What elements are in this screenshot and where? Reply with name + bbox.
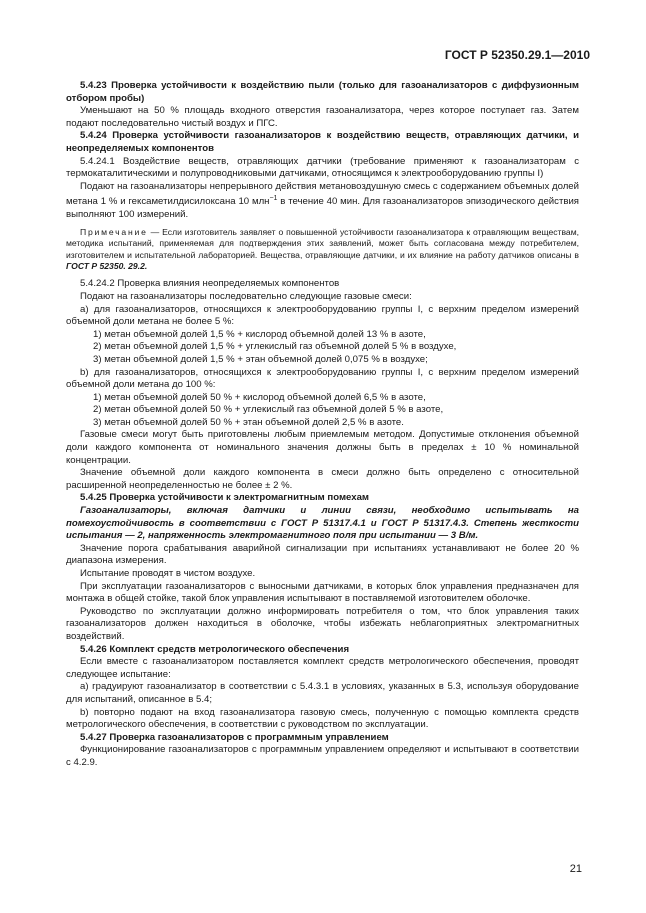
section-heading-5-4-24: 5.4.24 Проверка устойчивости газоанализаторов к воздействию веществ, отравляющих датчики, и неопределяемых компонентов <box>66 130 579 154</box>
section-heading-5-4-26: 5.4.26 Комплект средств метрологического обеспечения <box>80 643 350 655</box>
list-item: 1) метан объемной долей 50 % + кислород объемной долей 6,5 % в азоте, <box>93 391 426 403</box>
list-item: 1) метан объемной долей 1,5 % + кислород объемной долей 13 % в азоте, <box>93 328 426 340</box>
document-body <box>66 80 579 770</box>
list-item: 2) метан объемной долей 1,5 % + углекислый газ объемной долей 5 % в воздухе, <box>93 341 457 353</box>
superscript: −1 <box>269 195 278 203</box>
note-reference: ГОСТ Р 52350. 29.2. <box>66 260 148 271</box>
note-label: Примечание <box>80 226 148 237</box>
page-number: 21 <box>569 863 582 875</box>
paragraph: Уменьшают на 50 % площадь входного отверстия газоанализатора, через которое поступает газ. Затем подают последовательно чистый воздух и ПГС. <box>66 105 579 129</box>
document-header: ГОСТ Р 52350.29.1—2010 <box>444 48 590 62</box>
paragraph: 5.4.24.1 Воздействие веществ, отравляющих датчики (требование применяют к газоанализаторам с термокаталитическими и полупроводниковыми датчиками, относящимся к электрооборудованию группы I) <box>66 155 579 180</box>
list-item: 2) метан объемной долей 50 % + углекислый газ объемной долей 5 % в азоте, <box>93 404 444 416</box>
paragraph: Испытание проводят в чистом воздухе. <box>80 568 256 579</box>
paragraph <box>66 181 579 222</box>
list-intro: b) для газоанализаторов, относящихся к электрооборудованию группы I, с верхним пределом измерений объемной доли метана до 100 %: <box>66 366 579 391</box>
list-item: b) повторно подают на вход газоанализатора газовую смесь, полученную с помощью комплекта средств метрологического обеспечения, в соответствии с руководством по эксплуатации. <box>66 706 579 731</box>
paragraph: Функционирование газоанализаторов с программным управлением определяют и испытывают в соответствии с 4.2.9. <box>66 744 579 768</box>
paragraph: Значение порога срабатывания аварийной сигнализации при испытаниях устанавливают не более 20 % диапазона измерения. <box>66 542 579 567</box>
paragraph: Если вместе с газоанализатором поставляется комплект средств метрологического обеспечения, проводят следующее испытание: <box>66 656 579 680</box>
section-heading-5-4-25: 5.4.25 Проверка устойчивости к электромагнитным помехам <box>80 492 370 504</box>
list-intro: а) для газоанализаторов, относящихся к электрооборудованию группы I, с верхним пределом измерений объемной доли метана не более 5 %: <box>66 303 579 328</box>
paragraph: Значение объемной доли каждого компонента в смеси должно быть определено с относительной расширенной неопределенностью не более ± 2 %. <box>66 467 579 491</box>
list-item: 3) метан объемной долей 1,5 % + этан объемной долей 0,075 % в воздухе; <box>93 353 428 365</box>
paragraph-text: в течение 40 мин. Для газоанализаторов эпизодического действия выполняют 100 измерений. <box>66 196 580 221</box>
paragraph: Руководство по эксплуатации должно информировать потребителя о том, что блок управления таких газоанализаторов должен находиться в оболочке, чтобы избежать неблагоприятных электромагнитных воздействий. <box>66 605 579 642</box>
paragraph: Подают на газоанализаторы последовательно следующие газовые смеси: <box>80 290 412 302</box>
note-text: — Если изготовитель заявляет о повышенной устойчивости газоанализатора к отравляющим веществам, методика испытаний, применяемая для подтверждения этих заявлений, может быть согласована между потребителем, изготовителем и испытательной лабораторией. Вещества, отравляющие датчики, и их влияние на работу датчиков описаны в <box>66 226 579 260</box>
note <box>66 227 579 273</box>
section-heading-5-4-23: 5.4.23 Проверка устойчивости к воздействию пыли (только для газоанализаторов с диффузионным отбором пробы) <box>66 80 579 104</box>
paragraph: При эксплуатации газоанализаторов с выносными датчиками, в которых блок управления предназначен для монтажа в общей стойке, такой блок управления испытывают в поставляемой изготовителем оболочке. <box>66 580 579 605</box>
list-item: а) градуируют газоанализатор в соответствии с 5.4.3.1 в условиях, указанных в 5.3, используя оборудование для испытаний, описанное в 5.4; <box>66 681 579 705</box>
emphasized-requirement: Газоанализаторы, включая датчики и линии связи, необходимо испытывать на помехоустойчивость в соответствии с ГОСТ Р 51317.4.1 и ГОСТ Р 51317.4.3. Степень жесткости испытания — 2, напряженность электромагнитного поля при испытании — 3 В/м. <box>66 505 579 542</box>
paragraph: Газовые смеси могут быть приготовлены любым приемлемым методом. Допустимые отклонения объемной доли каждого компонента от номинального значения должны быть в пределах ± 10 % номинальной концентрации. <box>66 429 579 466</box>
section-heading-5-4-27: 5.4.27 Проверка газоанализаторов с программным управлением <box>80 731 389 743</box>
list-item: 3) метан объемной долей 50 % + этан объемной долей 2,5 % в азоте. <box>93 416 404 428</box>
paragraph-text: Подают на газоанализаторы непрерывного действия метановоздушную смесь с содержанием объемных долей метана 1 % и гексаметилдисилоксана 10 млн <box>66 180 579 208</box>
paragraph: 5.4.24.2 Проверка влияния неопределяемых компонентов <box>80 278 340 290</box>
